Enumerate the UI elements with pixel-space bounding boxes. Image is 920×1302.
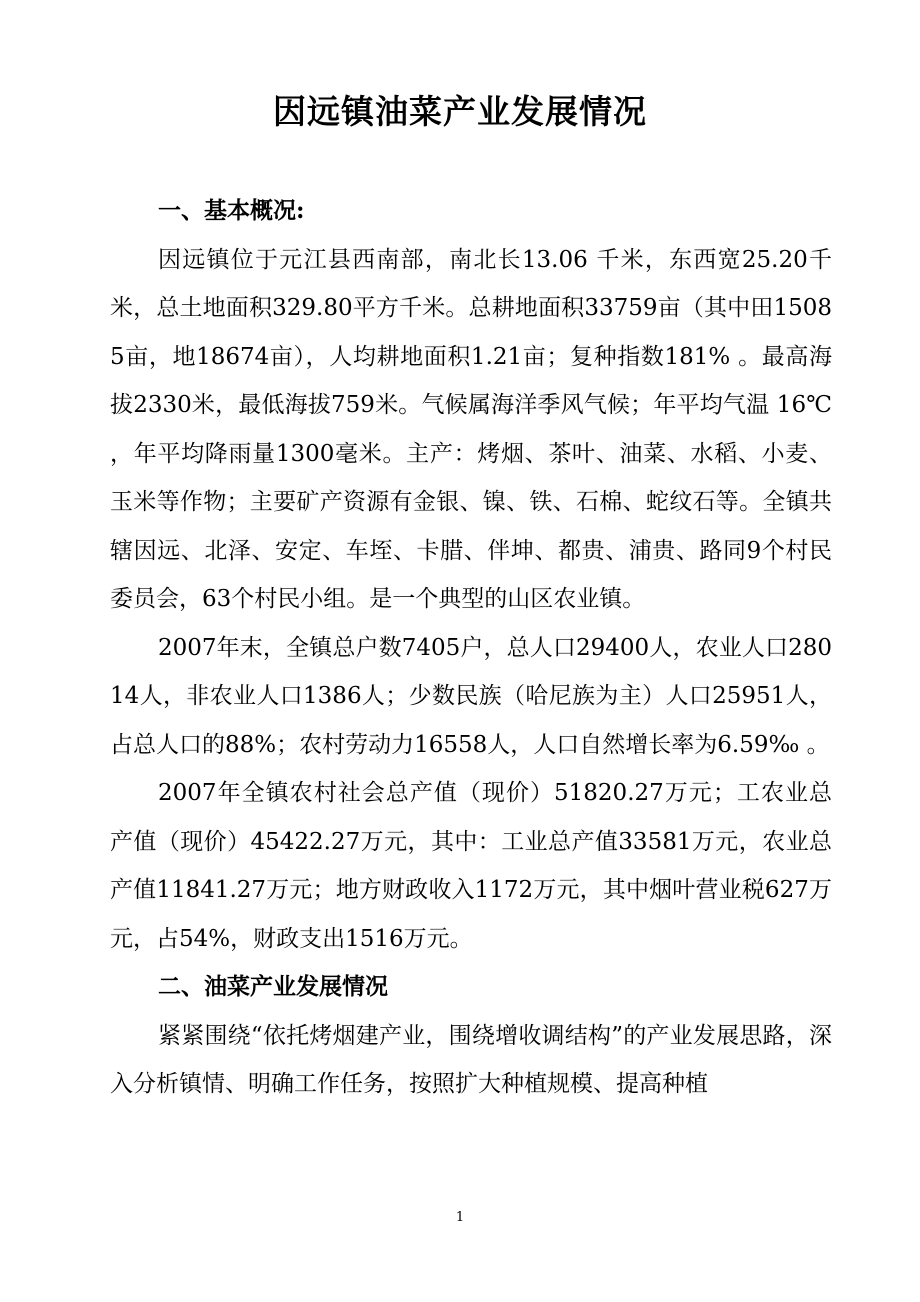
paragraph-population: 2007年末，全镇总户数7405户，总人口29400人，农业人口28014人，非农业人口1386人；少数民族（哈尼族为主）人口25951人，占总人口的88%；农村劳动力16558人，人口自然增长率为6.59‰ 。 [110,634,832,758]
document-body [110,187,832,1109]
page-number: 1 [455,1210,465,1225]
section-heading-basic-overview: 一、基本概况: [158,197,305,224]
paragraph-rapeseed-strategy: 紧紧围绕“依托烤烟建产业，围绕增收调结构”的产业发展思路，深入分析镇情、明确工作任务，按照扩大种植规模、提高种植 [110,1022,832,1097]
paragraph-economy: 2007年全镇农村社会总产值（现价）51820.27万元；工农业总产值（现价）45422.27万元，其中：工业总产值33581万元，农业总产值11841.27万元；地方财政收入1172万元，其中烟叶营业税627万元，占54%，财政支出1516万元。 [110,780,832,952]
section-heading-rapeseed-development: 二、油菜产业发展情况 [158,973,388,1000]
document-title: 因远镇油菜产业发展情况 [273,92,647,131]
paragraph-location-overview: 因远镇位于元江县西南部，南北长13.06 千米，东西宽25.20千米，总土地面积329.80平方千米。总耕地面积33759亩（其中田15085亩，地18674亩），人均耕地面积1.21亩；复种指数181% 。最高海拔2330米，最低海拔759米。气候属海洋季风气候；年平均气温 16℃ ，年平均降雨量1300毫米。主产：烤烟、茶叶、油菜、水稻、小麦、玉米等作物；主要矿产资源有金银、镍、铁、石棉、蛇纹石等。全镇共辖因远、北泽、安定、车垤、卡腊、伴坤、都贵、浦贵、路同9个村民委员会，63个村民小组。是一个典型的山区农业镇。 [110,246,832,612]
